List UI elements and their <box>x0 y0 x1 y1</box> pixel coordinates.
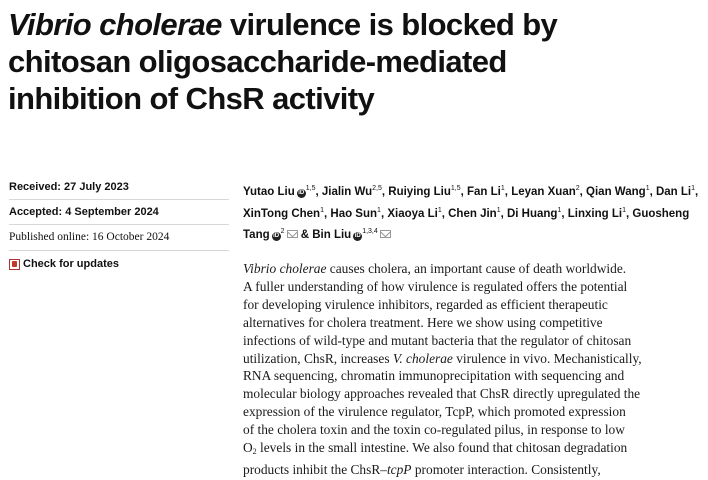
affiliation-number: 1 <box>500 185 505 192</box>
abstract-text: tcpP <box>386 461 412 477</box>
title-part-2: chitosan oligosaccharide-mediated <box>8 44 507 79</box>
author-separator: & <box>297 229 313 241</box>
crossmark-icon <box>9 259 20 270</box>
author-separator: , <box>625 207 633 220</box>
affiliation-number: 1 <box>320 206 324 214</box>
affiliation-number: 1,5 <box>305 185 316 192</box>
accepted-date <box>9 206 229 218</box>
abstract-line <box>243 403 703 421</box>
author[interactable] <box>507 208 561 220</box>
author[interactable] <box>388 186 460 198</box>
author-separator: , <box>381 186 389 198</box>
published-date: Published online: 16 October 2024 <box>9 231 170 243</box>
affiliation-number: 1 <box>437 206 442 214</box>
abstract-text: products inhibit the ChsR– <box>243 461 387 477</box>
affiliation-number: 1,3,4 <box>362 228 378 235</box>
author[interactable] <box>467 186 505 198</box>
abstract-text: alternatives for cholera treatment. Here we show using competitive <box>243 314 603 330</box>
abstract-text: Vibrio cholerae <box>243 261 327 276</box>
divider <box>9 224 229 225</box>
divider <box>9 199 229 200</box>
author[interactable] <box>322 186 382 198</box>
orcid-icon[interactable]: iD <box>298 190 305 196</box>
abstract-line <box>243 350 703 368</box>
author[interactable] <box>511 186 579 198</box>
author-separator: , <box>500 207 507 220</box>
article-title <box>8 6 698 117</box>
author[interactable] <box>243 186 315 198</box>
author-name: Dan Li <box>655 186 692 198</box>
author-separator: , <box>695 186 699 198</box>
affiliation-number: 1 <box>557 206 562 214</box>
abstract-line <box>243 439 703 461</box>
author-name: Qian Wang <box>586 186 646 198</box>
author-separator: , <box>324 207 331 220</box>
author-separator: , <box>460 186 468 198</box>
author-separator: , <box>315 186 322 198</box>
author-name: Bin Liu <box>312 229 352 241</box>
received-label: Received: <box>9 181 61 193</box>
abstract-text: for developing virulence inhibitors, regarded as efficient therapeutic <box>243 296 608 312</box>
author[interactable] <box>312 229 391 241</box>
abstract-text: promoter interaction. Consistently, <box>411 461 601 477</box>
abstract-text: causes cholera, an important cause of death worldwide. <box>326 261 627 276</box>
abstract-line <box>243 461 703 479</box>
abstract-text: RNA sequencing, chromatin immunoprecipitation with sequencing and <box>243 368 625 384</box>
author-name: Di Huang <box>506 207 558 220</box>
author-separator: , <box>561 207 568 220</box>
author-name: Leyan Xuan <box>511 186 576 198</box>
author-separator: , <box>441 207 449 220</box>
abstract-text: V. cholerae <box>392 350 453 366</box>
received-value: 27 July 2023 <box>64 181 129 193</box>
affiliation-number: 2 <box>280 228 285 235</box>
abstract-text: O <box>243 440 253 456</box>
abstract-line <box>243 314 703 332</box>
author-name: Chen Jin <box>448 207 497 220</box>
title-organism: Vibrio cholerae <box>8 7 222 42</box>
abstract-text: utilization, ChsR, increases <box>243 350 393 366</box>
received-date <box>9 181 229 193</box>
email-icon[interactable] <box>380 230 391 238</box>
author[interactable] <box>243 208 324 220</box>
author-name: Yutao Liu <box>243 186 295 198</box>
abstract-line <box>243 260 703 278</box>
check-for-updates-link[interactable] <box>9 258 119 270</box>
author-name: Guosheng Tang <box>243 207 690 241</box>
abstract-line <box>243 367 703 385</box>
title-part-3: inhibition of ChsR activity <box>8 81 375 116</box>
author-list <box>243 180 703 245</box>
affiliation-number: 1 <box>691 185 696 192</box>
affiliation-number: 1,5 <box>450 185 461 192</box>
author[interactable] <box>656 186 695 198</box>
affiliation-number: 2 <box>575 185 580 192</box>
abstract-text: virulence in vivo. Mechanistically, <box>452 350 642 366</box>
abstract-text: of the cholera toxin and the toxin co-regulated pilus, in response to low <box>243 422 625 438</box>
abstract <box>243 260 703 479</box>
abstract-text: infections of wild-type and mutant bacteria that the regulator of chitosan <box>243 332 632 348</box>
author[interactable] <box>330 208 381 220</box>
abstract-text: molecular biology approaches revealed that ChsR directly upregulated the <box>243 386 641 402</box>
divider <box>9 250 229 251</box>
author[interactable] <box>586 186 650 198</box>
author[interactable] <box>387 208 441 220</box>
abstract-line <box>243 296 703 314</box>
abstract-line <box>243 385 703 403</box>
affiliation-number: 1 <box>622 206 626 214</box>
author-name: XinTong Chen <box>243 207 321 220</box>
affiliation-number: 2,5 <box>372 185 382 192</box>
accepted-label: Accepted: <box>9 206 63 218</box>
affiliation-number: 1 <box>377 206 381 214</box>
abstract-line <box>243 278 703 296</box>
abstract-line <box>243 332 703 350</box>
header-rule-fragment <box>9 0 49 3</box>
author-separator: , <box>579 186 587 198</box>
author-name: Linxing Li <box>567 207 623 220</box>
abstract-line <box>243 421 703 439</box>
author-separator: , <box>504 186 512 198</box>
author-name: Hao Sun <box>330 207 378 220</box>
abstract-text: levels in the small intestine. We also found that chitosan degradation <box>256 440 628 456</box>
accepted-value: 4 September 2024 <box>65 206 159 218</box>
author-name: Fan Li <box>467 186 501 198</box>
email-icon[interactable] <box>287 230 298 238</box>
author-name: Jialin Wu <box>321 186 373 198</box>
abstract-text: 2 <box>252 447 257 457</box>
title-part-1: virulence is blocked by <box>221 7 558 42</box>
orcid-icon[interactable]: iD <box>273 233 280 239</box>
author-separator: , <box>649 186 656 198</box>
author-separator: , <box>380 207 388 220</box>
author[interactable] <box>448 208 500 220</box>
author[interactable] <box>568 208 626 220</box>
author-name: Xiaoya Li <box>387 207 438 220</box>
abstract-text: expression of the virulence regulator, TcpP, which promoted expression <box>243 404 626 420</box>
abstract-text: A fuller understanding of how virulence is regulated offers the potential <box>243 278 628 294</box>
affiliation-number: 1 <box>645 185 650 192</box>
author-name: Ruiying Liu <box>388 186 451 198</box>
check-for-updates-label: Check for updates <box>23 258 119 270</box>
orcid-icon[interactable]: iD <box>354 233 361 239</box>
affiliation-number: 1 <box>496 206 501 214</box>
